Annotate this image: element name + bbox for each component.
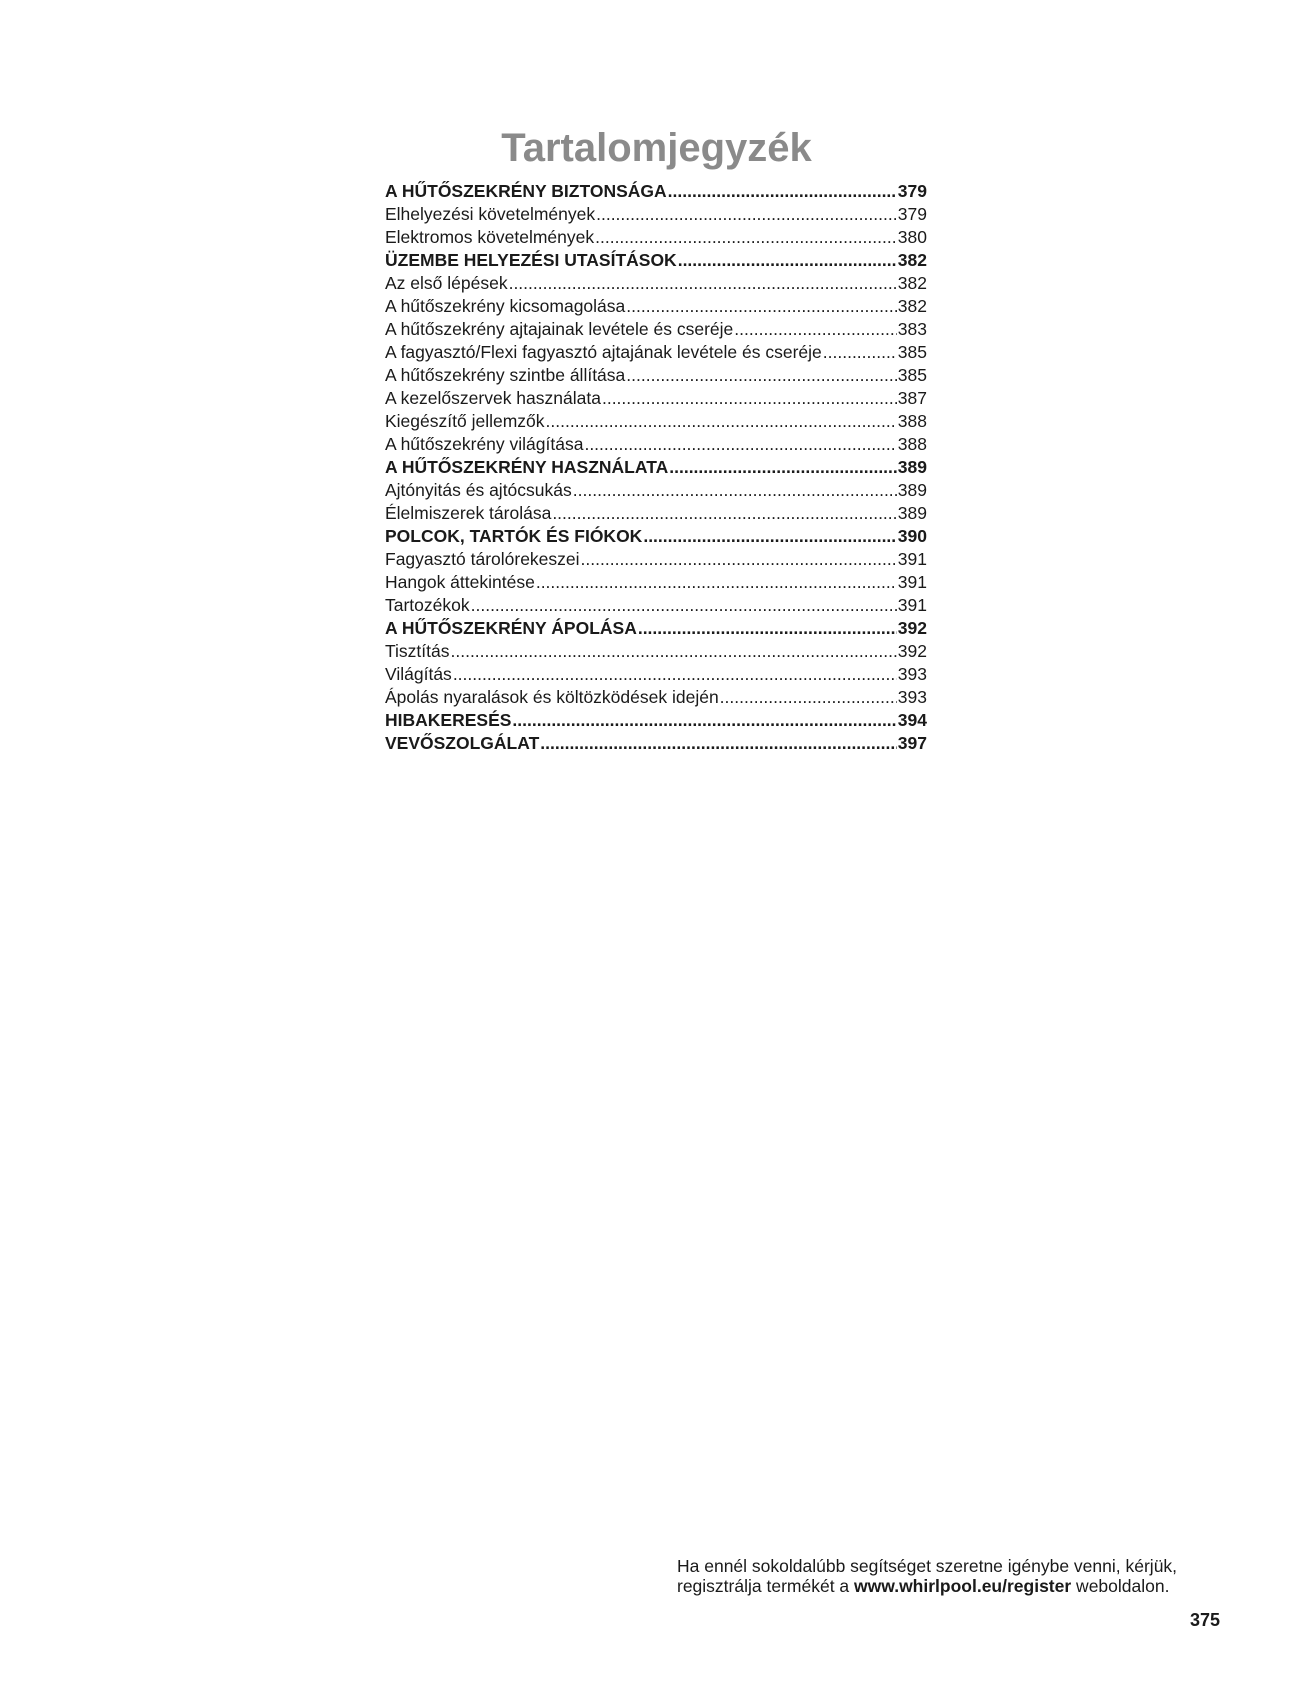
- footer-line-2-suffix: weboldalon.: [1071, 1576, 1170, 1596]
- page-title: Tartalomjegyzék: [501, 126, 812, 170]
- toc-leader-dots: [540, 732, 897, 755]
- toc-entry-page: 389: [897, 480, 927, 500]
- toc-entry-page: 391: [897, 595, 927, 615]
- page-number: 375: [1189, 1610, 1220, 1630]
- toc-entry[interactable]: [385, 226, 927, 249]
- toc-leader-dots: [584, 433, 896, 456]
- toc-section-entry[interactable]: [385, 180, 927, 203]
- toc-section-entry[interactable]: [385, 525, 927, 548]
- toc-entry[interactable]: [385, 318, 927, 341]
- toc-entry[interactable]: [385, 571, 927, 594]
- toc-entry-title: Elektromos követelmények: [385, 227, 595, 247]
- toc-entry[interactable]: [385, 272, 927, 295]
- toc-entry[interactable]: [385, 387, 927, 410]
- toc-leader-dots: [595, 226, 897, 249]
- toc-entry[interactable]: [385, 548, 927, 571]
- toc-entry[interactable]: [385, 341, 927, 364]
- toc-leader-dots: [509, 272, 897, 295]
- toc-entry-title: Világítás: [385, 664, 452, 684]
- toc-leader-dots: [581, 548, 897, 571]
- toc-entry-title: A HŰTŐSZEKRÉNY BIZTONSÁGA: [385, 181, 667, 201]
- table-of-contents: [385, 180, 927, 755]
- toc-entry-title: Élelmiszerek tárolása: [385, 503, 552, 523]
- toc-entry[interactable]: [385, 640, 927, 663]
- toc-leader-dots: [512, 709, 896, 732]
- toc-entry-page: 379: [897, 181, 927, 201]
- toc-entry-title: A hűtőszekrény világítása: [385, 434, 584, 454]
- toc-section-entry[interactable]: [385, 732, 927, 755]
- toc-entry-page: 387: [897, 388, 927, 408]
- toc-entry-page: 392: [897, 618, 927, 638]
- toc-entry-title: A HŰTŐSZEKRÉNY ÁPOLÁSA: [385, 618, 637, 638]
- footer-note: [677, 1556, 1237, 1596]
- toc-entry-page: 385: [897, 342, 927, 362]
- toc-leader-dots: [668, 180, 897, 203]
- toc-leader-dots: [643, 525, 896, 548]
- toc-entry-page: 383: [897, 319, 927, 339]
- toc-entry-title: POLCOK, TARTÓK ÉS FIÓKOK: [385, 526, 643, 546]
- toc-entry-title: Ajtónyitás és ajtócsukás: [385, 480, 572, 500]
- toc-entry-title: Tisztítás: [385, 641, 450, 661]
- toc-entry[interactable]: [385, 203, 927, 226]
- toc-leader-dots: [823, 341, 897, 364]
- toc-section-entry[interactable]: [385, 456, 927, 479]
- toc-entry-title: ÜZEMBE HELYEZÉSI UTASÍTÁSOK: [385, 250, 677, 270]
- toc-section-entry[interactable]: [385, 249, 927, 272]
- toc-entry-page: 393: [897, 687, 927, 707]
- toc-leader-dots: [573, 479, 897, 502]
- toc-entry[interactable]: [385, 686, 927, 709]
- toc-entry-title: Ápolás nyaralások és költözködések idején: [385, 687, 719, 707]
- toc-leader-dots: [626, 364, 897, 387]
- toc-leader-dots: [678, 249, 897, 272]
- toc-entry-page: 382: [897, 250, 927, 270]
- toc-entry-title: A hűtőszekrény szintbe állítása: [385, 365, 626, 385]
- toc-entry-page: 389: [897, 457, 927, 477]
- toc-entry-title: HIBAKERESÉS: [385, 710, 512, 730]
- toc-leader-dots: [552, 502, 896, 525]
- toc-leader-dots: [453, 663, 897, 686]
- toc-entry-page: 394: [897, 710, 927, 730]
- toc-entry-page: 379: [897, 204, 927, 224]
- toc-entry-title: Kiegészítő jellemzők: [385, 411, 545, 431]
- toc-section-entry[interactable]: [385, 617, 927, 640]
- toc-entry[interactable]: [385, 663, 927, 686]
- toc-leader-dots: [602, 387, 897, 410]
- toc-entry[interactable]: [385, 433, 927, 456]
- toc-entry-page: 397: [897, 733, 927, 753]
- toc-entry-title: A kezelőszervek használata: [385, 388, 601, 408]
- toc-entry-title: A HŰTŐSZEKRÉNY HASZNÁLATA: [385, 457, 669, 477]
- toc-leader-dots: [596, 203, 897, 226]
- toc-section-entry[interactable]: [385, 709, 927, 732]
- toc-entry-title: A hűtőszekrény kicsomagolása: [385, 296, 626, 316]
- toc-entry-page: 388: [897, 411, 927, 431]
- toc-entry-title: A fagyasztó/Flexi fagyasztó ajtajának levétele és cseréje: [385, 342, 822, 362]
- toc-leader-dots: [734, 318, 897, 341]
- toc-leader-dots: [451, 640, 897, 663]
- toc-entry[interactable]: [385, 479, 927, 502]
- toc-entry-page: 385: [897, 365, 927, 385]
- toc-entry-title: Elhelyezési követelmények: [385, 204, 596, 224]
- toc-entry[interactable]: [385, 594, 927, 617]
- toc-leader-dots: [546, 410, 897, 433]
- toc-entry[interactable]: [385, 295, 927, 318]
- toc-entry-page: 391: [897, 549, 927, 569]
- toc-leader-dots: [471, 594, 897, 617]
- toc-entry-page: 389: [897, 503, 927, 523]
- toc-entry-page: 382: [897, 273, 927, 293]
- toc-entry-title: Fagyasztó tárolórekeszei: [385, 549, 580, 569]
- toc-entry-page: 380: [897, 227, 927, 247]
- toc-leader-dots: [626, 295, 897, 318]
- footer-line-1: Ha ennél sokoldalúbb segítséget szeretne igénybe venni, kérjük,: [677, 1556, 1178, 1576]
- footer-line-2-prefix: regisztrálja termékét a: [677, 1576, 855, 1596]
- toc-leader-dots: [638, 617, 897, 640]
- register-link[interactable]: www.whirlpool.eu/register: [854, 1576, 1072, 1596]
- toc-entry-title: Az első lépések: [385, 273, 508, 293]
- toc-entry[interactable]: [385, 364, 927, 387]
- toc-entry-title: VEVŐSZOLGÁLAT: [385, 733, 540, 753]
- toc-entry-page: 390: [897, 526, 927, 546]
- toc-leader-dots: [536, 571, 897, 594]
- toc-leader-dots: [720, 686, 897, 709]
- toc-entry[interactable]: [385, 502, 927, 525]
- toc-entry-page: 391: [897, 572, 927, 592]
- toc-entry-title: Hangok áttekintése: [385, 572, 535, 592]
- footer-line-2: [677, 1576, 1237, 1596]
- toc-entry-title: Tartozékok: [385, 595, 470, 615]
- toc-entry-page: 392: [897, 641, 927, 661]
- toc-entry-title: A hűtőszekrény ajtajainak levétele és cseréje: [385, 319, 734, 339]
- toc-entry-page: 382: [897, 296, 927, 316]
- toc-entry[interactable]: [385, 410, 927, 433]
- toc-entry-page: 388: [897, 434, 927, 454]
- toc-leader-dots: [669, 456, 897, 479]
- toc-entry-page: 393: [897, 664, 927, 684]
